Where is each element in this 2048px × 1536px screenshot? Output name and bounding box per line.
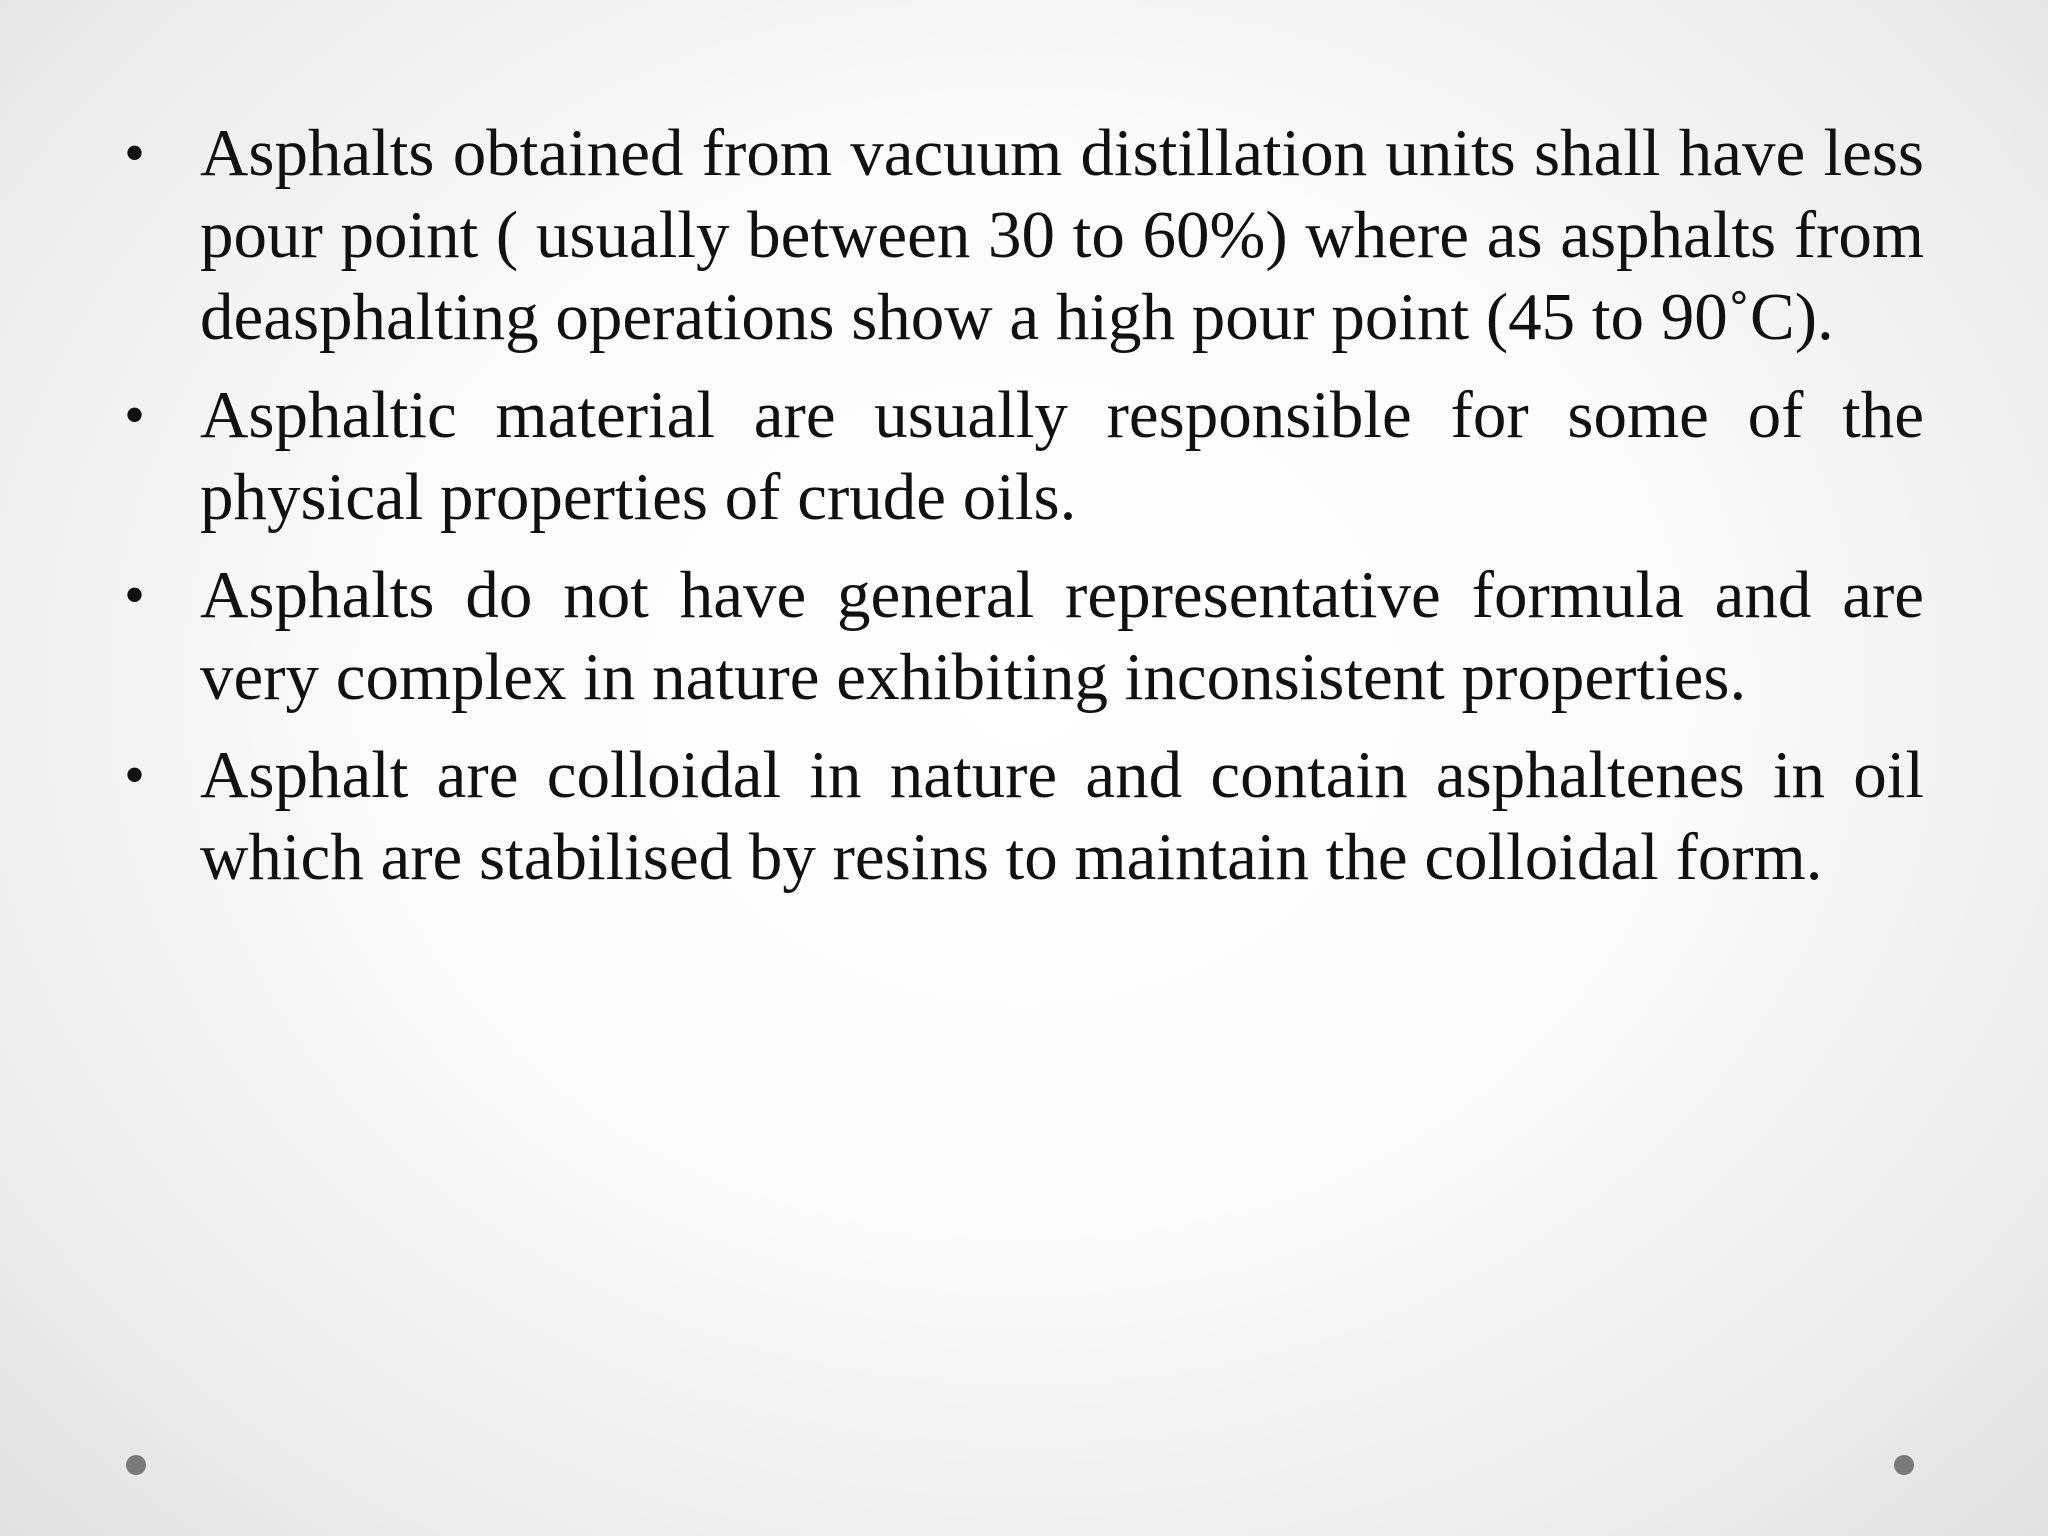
bullet-item — [120, 734, 1924, 898]
bullet-icon: • — [124, 382, 146, 448]
bullet-item — [120, 374, 1924, 538]
decorative-dot-icon-right — [1894, 1455, 1914, 1475]
decorative-dot-icon-left — [126, 1455, 146, 1475]
bullet-list — [120, 112, 1924, 914]
bullet-text: Asphalts do not have general representative formula and are very complex in nature exhibiting inconsistent properties. — [200, 558, 1924, 714]
bullet-text: Asphaltic material are usually responsible for some of the physical properties of crude oils. — [200, 378, 1924, 534]
bullet-text: Asphalt are colloidal in nature and contain asphaltenes in oil which are stabilised by resins to maintain the colloidal form. — [200, 738, 1924, 894]
bullet-icon: • — [124, 742, 146, 808]
bullet-item — [120, 112, 1924, 358]
bullet-icon: • — [124, 120, 146, 186]
bullet-item — [120, 554, 1924, 718]
bullet-icon: • — [124, 562, 146, 628]
bullet-text: Asphalts obtained from vacuum distillation units shall have less pour point ( usually between 30 to 60%) where as asphalts from deasphalting operations show a high pour point (45 to 90˚C). — [200, 116, 1924, 354]
